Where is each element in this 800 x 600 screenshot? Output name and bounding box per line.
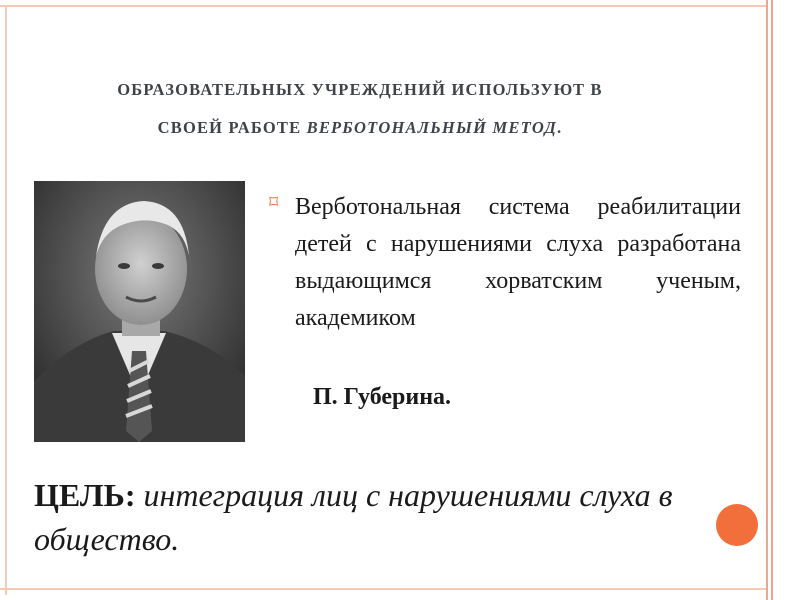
title-emphasis: ВЕРБОТОНАЛЬНЫЙ МЕТОД (306, 118, 558, 137)
goal-text: интеграция лиц с нарушениями слуха в общество. (34, 477, 673, 557)
body-paragraph: Верботональная система реабилитации детей с нарушениями слуха разработана выдающимся хорватским ученым, академиком (295, 194, 741, 331)
goal-statement (34, 473, 724, 561)
frame-bottom-line (0, 588, 766, 590)
author-name: П. Губерина. (313, 384, 452, 410)
frame-top-line (0, 5, 766, 7)
decor-vertical-line (766, 0, 768, 600)
bullet-icon: ⌑ (269, 192, 279, 212)
slide-title-line1: ОБРАЗОВАТЕЛЬНЫХ УЧРЕЖДЕНИЙ ИСПОЛЬЗУЮТ В (117, 80, 603, 99)
goal-label: ЦЕЛЬ: (34, 477, 136, 513)
portrait-image (34, 181, 245, 442)
decor-circle (716, 504, 758, 546)
frame-left-line (5, 5, 7, 595)
slide-title-line2: СВОЕЙ РАБОТЕ ВЕРБОТОНАЛЬНЫЙ МЕТОД. (157, 118, 563, 137)
portrait-photo (34, 181, 245, 442)
decor-vertical-line (771, 0, 773, 600)
